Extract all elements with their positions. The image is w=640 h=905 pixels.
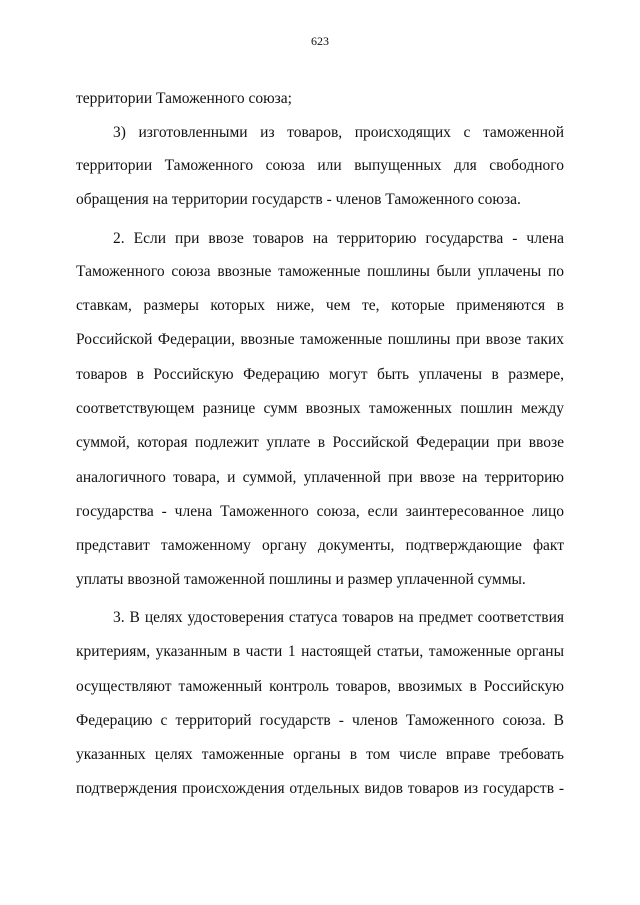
page-number: 623 — [311, 34, 329, 48]
text-line: территории Таможенного союза или выпущенных для свободного — [76, 157, 564, 174]
text-line: аналогичного товара, и суммой, уплаченной при ввозе на территорию — [76, 469, 564, 486]
text-line: Федерацию с территорий государств - членов Таможенного союза. В — [76, 712, 564, 729]
text-line: товаров в Российскую Федерацию могут быть уплачены в размере, — [76, 366, 564, 383]
text-line: Российской Федерации, ввозные таможенные пошлины при ввозе таких — [76, 331, 564, 348]
text-line: соответствующем разнице сумм ввозных таможенных пошлин между — [76, 400, 564, 417]
text-line: критериям, указанным в части 1 настоящей статьи, таможенные органы — [76, 643, 564, 660]
text-line: 3) изготовленными из товаров, происходящих с таможенной — [113, 124, 564, 141]
text-line: обращения на территории государств - членов Таможенного союза. — [76, 191, 521, 208]
text-line: указанных целях таможенные органы в том числе вправе требовать — [76, 746, 564, 763]
text-line: государства - члена Таможенного союза, если заинтересованное лицо — [76, 503, 564, 520]
text-line: представит таможенному органу документы, подтверждающие факт — [76, 537, 564, 554]
text-line: ставкам, размеры которых ниже, чем те, которые применяются в — [76, 297, 564, 314]
text-line: 2. Если при ввозе товаров на территорию государства - члена — [113, 230, 564, 247]
text-line: Таможенного союза ввозные таможенные пошлины были уплачены по — [76, 263, 564, 280]
text-line: 3. В целях удостоверения статуса товаров на предмет соответствия — [113, 609, 564, 626]
text-line: суммой, которая подлежит уплате в Российской Федерации при ввозе — [76, 434, 564, 451]
text-line: территории Таможенного союза; — [76, 90, 292, 107]
text-line: подтверждения происхождения отдельных видов товаров из государств - — [76, 780, 564, 797]
text-line: осуществляют таможенный контроль товаров, ввозимых в Российскую — [76, 678, 564, 695]
text-line: уплаты ввозной таможенной пошлины и размер уплаченной суммы. — [76, 571, 526, 588]
